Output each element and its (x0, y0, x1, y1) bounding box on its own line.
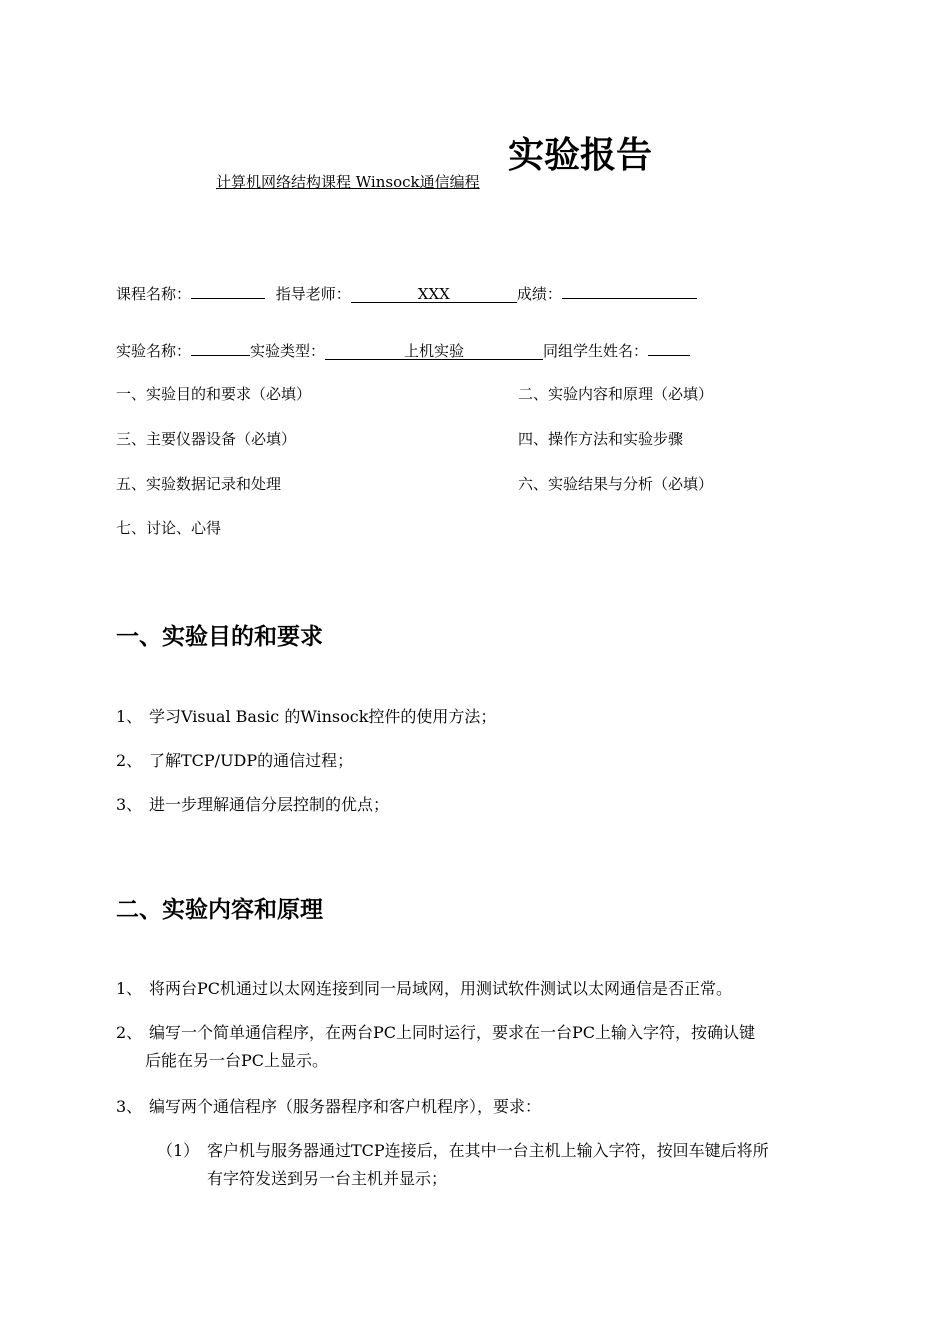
section-heading: 二、实验内容和原理 (116, 897, 323, 923)
sub-list-number: （1） (157, 1141, 200, 1160)
outline-item: 七、讨论、心得 (116, 519, 222, 537)
form-row-2 (116, 340, 690, 361)
list-number: 3、 (116, 1097, 143, 1116)
list-text: 学习Visual Basic 的Winsock控件的使用方法； (149, 707, 497, 726)
exp-name-label: 实验名称： (116, 342, 192, 360)
form-row-1 (116, 283, 697, 304)
sub-list-text: 客户机与服务器通过TCP连接后，在其中一台主机上输入字符，按回车键后将所 (207, 1141, 769, 1160)
outline-item: 六、实验结果与分析（必填） (518, 475, 714, 493)
exp-type-field[interactable] (325, 341, 543, 360)
list-text: 了解TCP/UDP的通信过程； (149, 751, 354, 770)
list-item (116, 978, 733, 1000)
sub-list-text-continuation: 有字符发送到另一台主机并显示； (207, 1169, 448, 1188)
list-item (116, 1096, 542, 1118)
score-label: 成绩： (516, 285, 562, 303)
list-number: 3、 (116, 795, 143, 814)
teacher-field[interactable] (351, 284, 517, 303)
outline-item: 四、操作方法和实验步骤 (518, 430, 684, 448)
list-text: 进一步理解通信分层控制的优点； (149, 795, 390, 814)
outline-item: 五、实验数据记录和处理 (116, 475, 282, 493)
outline-item: 二、实验内容和原理（必填） (518, 385, 714, 403)
exp-type-value: 上机实验 (404, 342, 465, 360)
list-item (116, 1022, 756, 1044)
exp-type-label: 实验类型： (250, 342, 326, 360)
course-name-label: 课程名称： (116, 285, 192, 303)
list-number: 2、 (116, 1023, 143, 1042)
list-item (116, 706, 497, 728)
sub-list-item (157, 1140, 769, 1162)
course-name-field[interactable] (191, 283, 265, 299)
list-number: 1、 (116, 979, 143, 998)
list-number: 1、 (116, 707, 143, 726)
list-item (116, 794, 390, 816)
report-subtitle: 计算机网络结构课程 Winsock通信编程 (216, 173, 480, 191)
list-text: 编写一个简单通信程序，在两台PC上同时运行，要求在一台PC上输入字符，按确认键 (149, 1023, 756, 1042)
outline-item: 三、主要仪器设备（必填） (116, 430, 297, 448)
group-field[interactable] (648, 340, 690, 356)
outline-item: 一、实验目的和要求（必填） (116, 385, 312, 403)
list-number: 2、 (116, 751, 143, 770)
section-heading: 一、实验目的和要求 (116, 624, 323, 650)
teacher-label: 指导老师： (275, 285, 351, 303)
list-text-continuation: 后能在另一台PC上显示。 (145, 1051, 329, 1070)
list-text: 将两台PC机通过以太网连接到同一局域网，用测试软件测试以太网通信是否正常。 (149, 979, 733, 998)
report-title: 实验报告 (508, 135, 653, 176)
score-field[interactable] (562, 283, 697, 299)
group-label: 同组学生姓名： (543, 342, 649, 360)
exp-name-field[interactable] (191, 340, 250, 356)
teacher-value: XXX (417, 285, 450, 303)
list-item (116, 750, 354, 772)
list-text: 编写两个通信程序（服务器程序和客户机程序），要求： (149, 1097, 542, 1116)
